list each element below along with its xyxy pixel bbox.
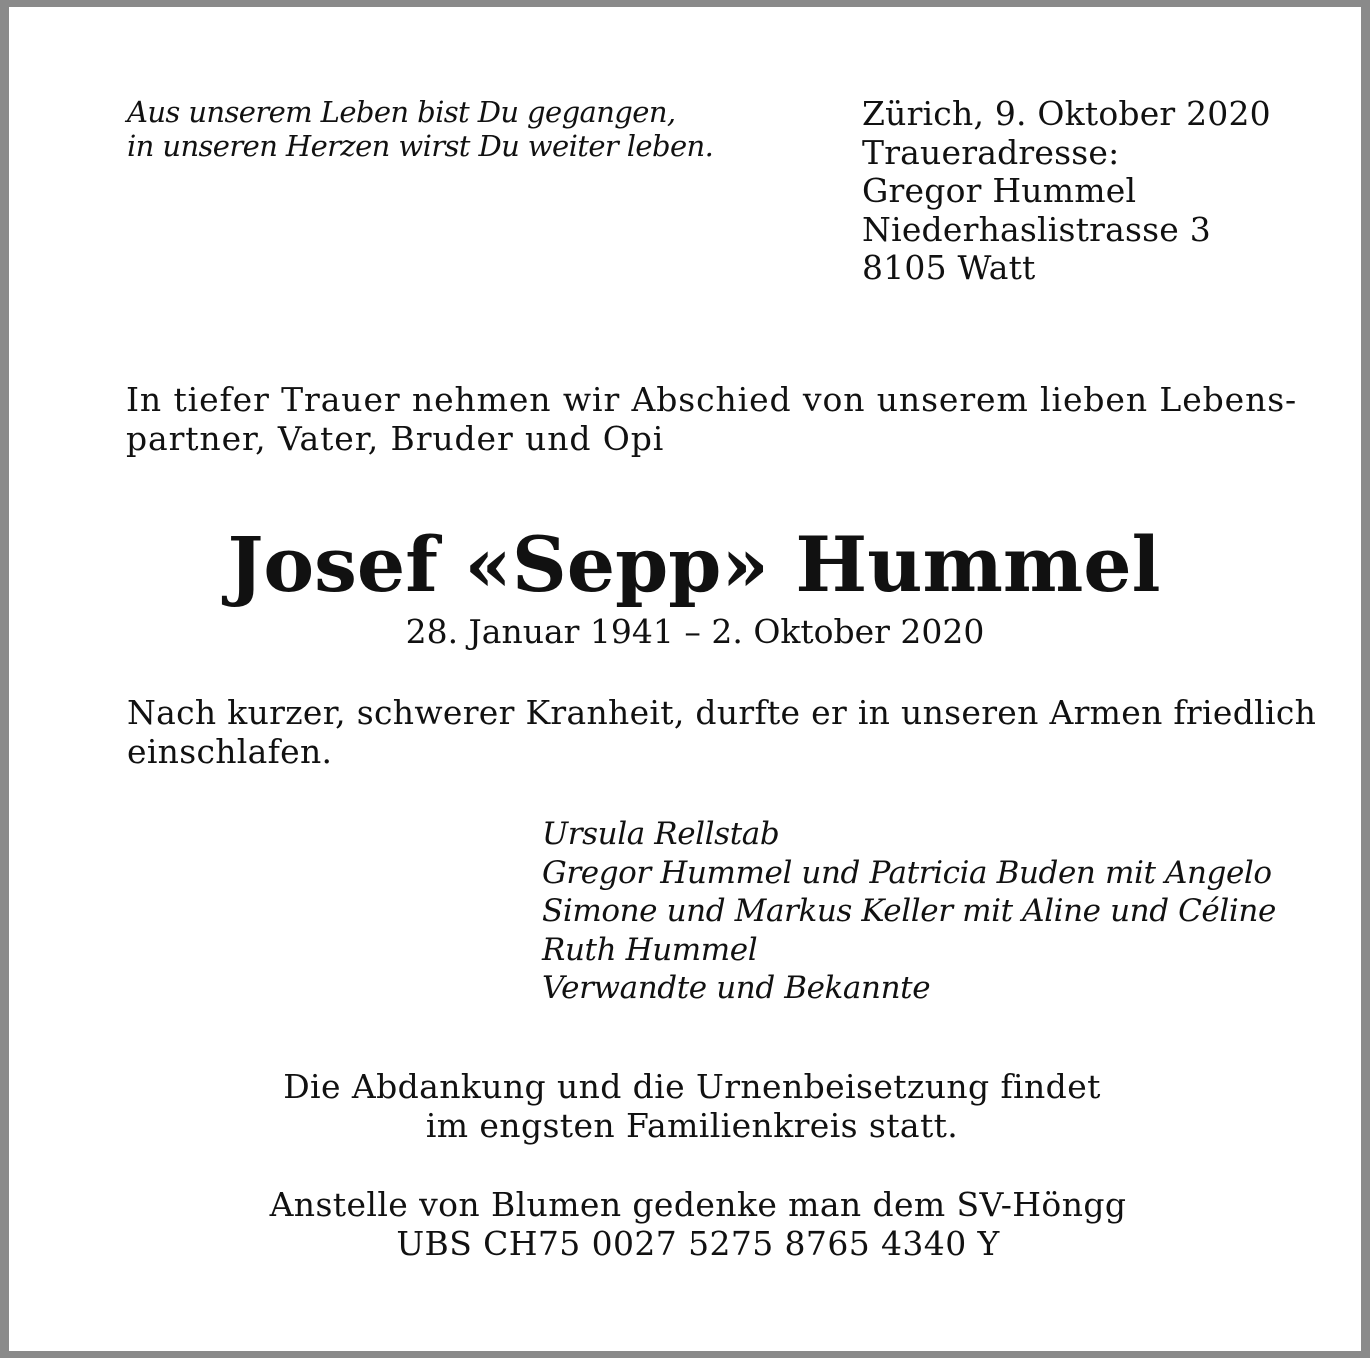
motto-quote <box>127 95 767 163</box>
passing-line: Nach kurzer, schwerer Kranheit, durfte er in unseren Armen friedlich <box>127 693 1317 732</box>
deceased-name: Josef «Sepp» Hummel <box>227 520 1161 609</box>
mourner-item: Gregor Hummel und Patricia Buden mit Angelo <box>542 854 1272 891</box>
address-street: Niederhaslistrasse 3 <box>862 209 1211 249</box>
motto-line: Aus unserem Leben bist Du gegangen, <box>127 95 676 129</box>
ceremony-line: Die Abdankung und die Urnenbeisetzung findet <box>283 1067 1101 1106</box>
mourner-item: Simone und Markus Keller mit Aline und Céline <box>542 893 1276 929</box>
donation-line: Anstelle von Blumen gedenke man dem SV-Höngg <box>269 1185 1127 1224</box>
intro-text <box>126 380 1298 458</box>
address-label: Traueradresse: <box>862 132 1120 172</box>
address-city: 8105 Watt <box>862 248 1036 287</box>
passing-line: einschlafen. <box>127 732 333 771</box>
mourners-list <box>542 815 1282 1008</box>
address-name: Gregor Hummel <box>862 171 1137 210</box>
donation-notice <box>13 1186 1370 1263</box>
mourner-item: Verwandte und Bekannte <box>542 970 931 1006</box>
passing-text <box>127 693 1317 771</box>
life-dates-text: 28. Januar 1941 – 2. Oktober 2020 <box>405 612 985 651</box>
life-dates <box>9 612 1370 652</box>
mourner-item: Ursula Rellstab <box>542 816 780 852</box>
ceremony-line: im engsten Familienkreis statt. <box>425 1105 959 1145</box>
mourning-address <box>862 95 1282 288</box>
motto-line: in unseren Herzen wirst Du weiter leben. <box>127 129 714 163</box>
ceremony-notice <box>7 1068 1370 1145</box>
donation-iban: UBS CH75 0027 5275 8765 4340 Y <box>396 1223 1000 1263</box>
intro-line: partner, Vater, Bruder und Opi <box>126 418 665 458</box>
intro-line: In tiefer Trauer nehmen wir Abschied von unserem lieben Lebens- <box>126 380 1298 419</box>
mourner-item: Ruth Hummel <box>542 931 758 968</box>
place-date: Zürich, 9. Oktober 2020 <box>862 94 1271 133</box>
